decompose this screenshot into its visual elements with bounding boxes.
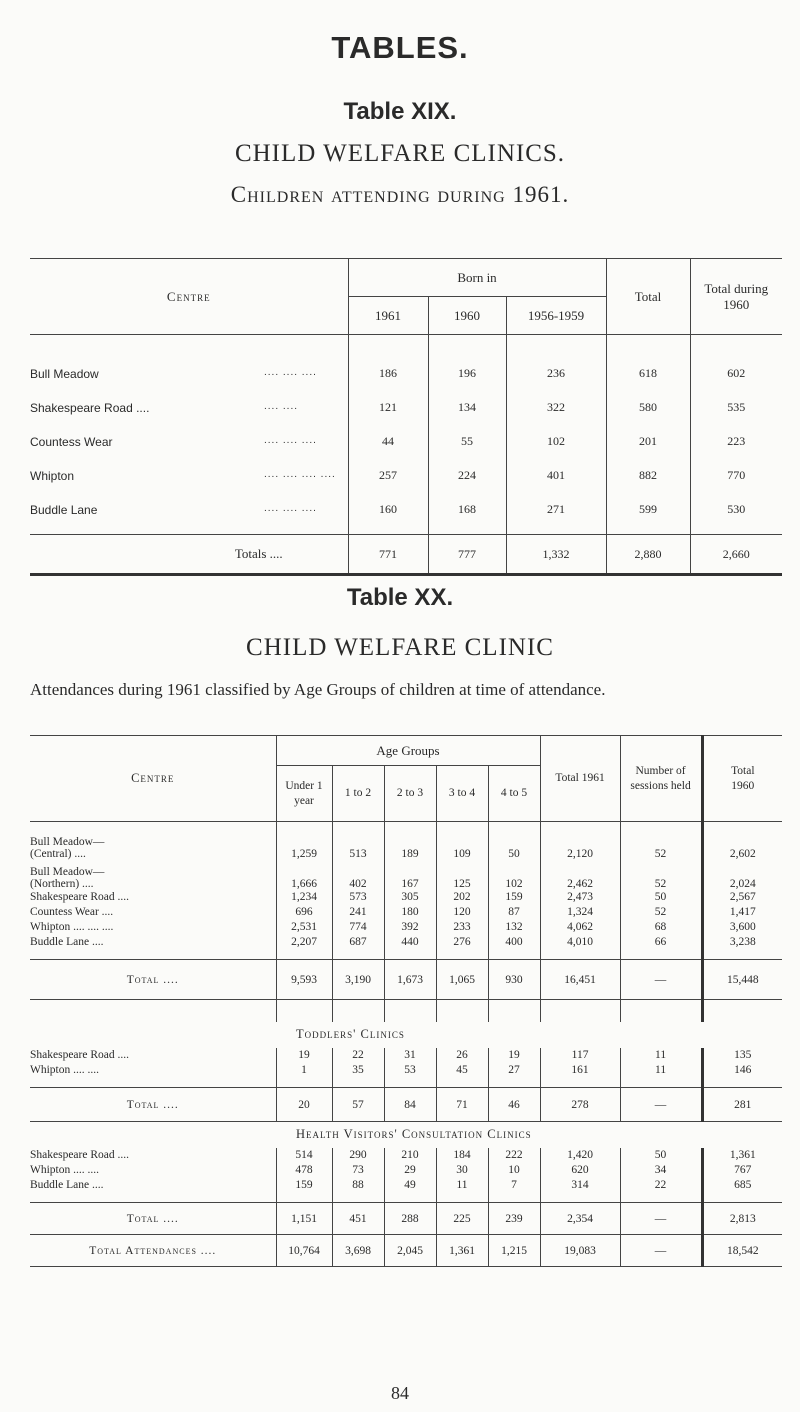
t20-cell-u1: 514 [276, 1148, 332, 1163]
t20-row-label [30, 860, 276, 890]
t20-header-sessions: Number of sessions held [620, 736, 702, 822]
t20-row-label-text: Whipton .... .... .... [30, 921, 114, 933]
t20-main-row [30, 905, 782, 920]
t20-toddlers-section-title: Toddlers' Clinics [296, 1027, 405, 1041]
t19-cell-y1960: 224 [428, 459, 506, 493]
t20-cell-t61: 4,010 [540, 935, 620, 950]
t19-cell-y1961: 257 [348, 459, 428, 493]
t19-cell-t1960: 602 [690, 357, 782, 391]
t20-cell-a23: 305 [384, 890, 436, 905]
t20-cell-a23: 440 [384, 935, 436, 950]
page-number: 84 [391, 1383, 409, 1403]
t20-cell-a23: 288 [384, 1203, 436, 1235]
t20-cell-s: 34 [620, 1163, 702, 1178]
page-heading: TABLES. [331, 30, 469, 65]
t19-cell-y5659: 271 [506, 493, 606, 527]
t19-cell-y1960: 196 [428, 357, 506, 391]
t20-cell-t61: 2,462 [540, 860, 620, 890]
t20-cell-t61: 2,354 [540, 1203, 620, 1235]
t19-totals-1956-1959: 1,332 [506, 535, 606, 575]
t19-header-total-1960: Total during 1960 [690, 259, 782, 335]
t20-cell-a34: 233 [436, 920, 488, 935]
t20-cell-t60: 146 [702, 1063, 782, 1078]
t19-cell-y5659: 102 [506, 425, 606, 459]
t20-row-label-text: Total .... [126, 973, 179, 986]
t20-cell-a34: 225 [436, 1203, 488, 1235]
t20-cell-u1: 10,764 [276, 1235, 332, 1267]
t20-cell-a45: 10 [488, 1163, 540, 1178]
t20-cell-t61: 278 [540, 1088, 620, 1122]
t20-cell-t60: 767 [702, 1163, 782, 1178]
t20-cell-u1: 1,666 [276, 860, 332, 890]
t20-cell-a12: 774 [332, 920, 384, 935]
t20-cell-u1: 9,593 [276, 960, 332, 1000]
t20-cell-s: — [620, 1088, 702, 1122]
t20-cell-s: 50 [620, 1148, 702, 1163]
t20-cell-t60: 18,542 [702, 1235, 782, 1267]
t20-cell-a23: 392 [384, 920, 436, 935]
t20-main-row [30, 920, 782, 935]
t20-cell-a45: 50 [488, 830, 540, 860]
t20-cell-s: 11 [620, 1063, 702, 1078]
t20-row-label [30, 1178, 276, 1193]
t20-cell-s: 11 [620, 1048, 702, 1063]
t19-header-born-in: Born in [348, 259, 606, 297]
t20-cell-u1: 1 [276, 1063, 332, 1078]
t20-row-label [30, 1203, 276, 1235]
t20-row-label-line1: Bull Meadow— [30, 865, 105, 878]
t19-row [30, 493, 782, 527]
t20-cell-u1: 159 [276, 1178, 332, 1193]
t20-cell-s: 68 [620, 920, 702, 935]
t19-centre-name: Countess Wear [30, 434, 113, 449]
t20-header-centre: Centre [30, 736, 276, 822]
t20-cell-t61: 620 [540, 1163, 620, 1178]
t19-cell-t1960: 535 [690, 391, 782, 425]
t20-cell-t60: 3,238 [702, 935, 782, 950]
t19-cell-total: 201 [606, 425, 690, 459]
t20-main-row [30, 890, 782, 905]
t20-header-total-1960: Total 1960 [702, 736, 782, 822]
t20-row-label [30, 960, 276, 1000]
t19-totals-total-1960: 2,660 [690, 535, 782, 575]
t19-centre-name: Whipton [30, 468, 75, 483]
t20-hv-section-title: Health Visitors' Consultation Clinics [296, 1127, 532, 1142]
t19-centre [30, 425, 348, 459]
t20-cell-s: 52 [620, 830, 702, 860]
t20-cell-a34: 1,361 [436, 1235, 488, 1267]
t20-cell-t61: 2,120 [540, 830, 620, 860]
t20-row-label [30, 1088, 276, 1122]
t20-row-label [30, 1148, 276, 1163]
t20-cell-t60: 135 [702, 1048, 782, 1063]
t20-cell-s: — [620, 1235, 702, 1267]
t20-cell-t60: 685 [702, 1178, 782, 1193]
t20-row-label-text: Total Attendances .... [89, 1244, 217, 1257]
t20-cell-t60: 1,361 [702, 1148, 782, 1163]
t20-cell-a12: 73 [332, 1163, 384, 1178]
t19-cell-total: 580 [606, 391, 690, 425]
t20-cell-a45: 400 [488, 935, 540, 950]
t19-leader-dots: .... .... [264, 400, 299, 412]
t19-cell-y5659: 236 [506, 357, 606, 391]
t20-main-total-row [30, 960, 782, 1000]
t19-cell-y1961: 160 [348, 493, 428, 527]
t19-cell-total: 882 [606, 459, 690, 493]
t20-row-label [30, 1048, 276, 1063]
t20-row-label-line1: Bull Meadow— [30, 835, 105, 848]
t20-row-label-text: Whipton .... .... [30, 1164, 99, 1176]
t20-row-label [30, 830, 276, 860]
t20-toddlers-section [30, 1022, 782, 1048]
t20-cell-a34: 276 [436, 935, 488, 950]
t20-cell-t60: 15,448 [702, 960, 782, 1000]
t20-cell-a12: 57 [332, 1088, 384, 1122]
t20-cell-a23: 180 [384, 905, 436, 920]
t19-cell-y1961: 44 [348, 425, 428, 459]
t20-cell-u1: 20 [276, 1088, 332, 1122]
t19-header-1960: 1960 [428, 297, 506, 335]
t19-header-1961: 1961 [348, 297, 428, 335]
t20-cell-a45: 87 [488, 905, 540, 920]
t20-hv-section [30, 1122, 782, 1148]
t20-cell-s: — [620, 960, 702, 1000]
table20-number: Table XX. [346, 584, 454, 611]
t20-cell-a12: 3,698 [332, 1235, 384, 1267]
t20-cell-a12: 513 [332, 830, 384, 860]
t20-cell-a34: 184 [436, 1148, 488, 1163]
t20-cell-a45: 27 [488, 1063, 540, 1078]
t20-header-row-1 [30, 736, 782, 766]
t20-main-row [30, 860, 782, 890]
t20-cell-a45: 132 [488, 920, 540, 935]
t20-row-label-text: Countess Wear .... [30, 906, 114, 918]
t19-centre-name: Bull Meadow [30, 366, 99, 381]
t20-cell-a23: 2,045 [384, 1235, 436, 1267]
t20-cell-a34: 109 [436, 830, 488, 860]
t20-cell-a45: 19 [488, 1048, 540, 1063]
t20-toddler-row [30, 1063, 782, 1078]
t20-cell-s: 52 [620, 860, 702, 890]
table20-title: CHILD WELFARE CLINIC [246, 634, 554, 661]
t20-row-label-text: Total .... [126, 1098, 179, 1111]
t20-cell-t61: 161 [540, 1063, 620, 1078]
t20-cell-a34: 202 [436, 890, 488, 905]
t19-leader-dots: .... .... .... [264, 434, 317, 446]
t20-row-label-text: Whipton .... .... [30, 1064, 99, 1076]
t20-cell-a12: 88 [332, 1178, 384, 1193]
t20-toddler-row [30, 1048, 782, 1063]
t19-cell-y1960: 134 [428, 391, 506, 425]
t19-centre [30, 391, 348, 425]
t20-cell-t60: 281 [702, 1088, 782, 1122]
t20-hv-row [30, 1178, 782, 1193]
t20-cell-a45: 930 [488, 960, 540, 1000]
t20-cell-t61: 2,473 [540, 890, 620, 905]
t20-cell-a12: 290 [332, 1148, 384, 1163]
table20-intro: Attendances during 1961 classified by Age Groups of children at time of attendance. [30, 680, 606, 699]
t19-cell-t1960: 223 [690, 425, 782, 459]
t20-row-label-text: (Central) .... [30, 847, 86, 860]
t20-cell-a45: 7 [488, 1178, 540, 1193]
t19-leader-dots: .... .... .... .... [264, 468, 336, 480]
t20-spacer [30, 822, 782, 830]
table19-subtitle: Children attending during 1961. [230, 182, 570, 207]
t20-spacer [30, 1078, 782, 1088]
t19-row [30, 459, 782, 493]
t20-cell-u1: 19 [276, 1048, 332, 1063]
t19-header-total: Total [606, 259, 690, 335]
t20-cell-u1: 1,234 [276, 890, 332, 905]
t20-cell-a12: 573 [332, 890, 384, 905]
t19-row [30, 357, 782, 391]
t19-centre [30, 357, 348, 391]
t20-row-label [30, 935, 276, 950]
t20-row-label [30, 905, 276, 920]
t20-cell-a12: 402 [332, 860, 384, 890]
t20-cell-a34: 1,065 [436, 960, 488, 1000]
t20-cell-t60: 2,024 [702, 860, 782, 890]
t20-cell-a45: 102 [488, 860, 540, 890]
t19-totals-total: 2,880 [606, 535, 690, 575]
t19-cell-t1960: 770 [690, 459, 782, 493]
t19-cell-y1960: 168 [428, 493, 506, 527]
t20-cell-t61: 314 [540, 1178, 620, 1193]
t20-cell-a23: 1,673 [384, 960, 436, 1000]
t20-cell-t61: 117 [540, 1048, 620, 1063]
t20-cell-a45: 222 [488, 1148, 540, 1163]
t20-cell-a45: 46 [488, 1088, 540, 1122]
t20-cell-u1: 1,151 [276, 1203, 332, 1235]
t20-cell-a34: 125 [436, 860, 488, 890]
t20-cell-a34: 71 [436, 1088, 488, 1122]
t20-main-row [30, 935, 782, 950]
table19-number: Table XIX. [343, 98, 457, 125]
t20-cell-t60: 2,602 [702, 830, 782, 860]
t20-cell-t61: 4,062 [540, 920, 620, 935]
t19-cell-y5659: 322 [506, 391, 606, 425]
table20 [30, 735, 782, 1267]
t20-cell-u1: 1,259 [276, 830, 332, 860]
t20-row-label-text: (Northern) .... [30, 877, 94, 890]
t19-header-1956-1959: 1956-1959 [506, 297, 606, 335]
t20-grand-total-row [30, 1235, 782, 1267]
t20-cell-a45: 159 [488, 890, 540, 905]
t20-cell-a12: 241 [332, 905, 384, 920]
t20-cell-s: — [620, 1203, 702, 1235]
t20-header-age-groups: Age Groups [276, 736, 540, 766]
t19-cell-total: 618 [606, 357, 690, 391]
t20-cell-a12: 451 [332, 1203, 384, 1235]
t20-cell-a23: 189 [384, 830, 436, 860]
t20-cell-a23: 167 [384, 860, 436, 890]
t19-centre [30, 493, 348, 527]
t20-row-label-text: Shakespeare Road .... [30, 1149, 129, 1161]
t20-main-row [30, 830, 782, 860]
t20-cell-a45: 239 [488, 1203, 540, 1235]
t19-cell-y1961: 186 [348, 357, 428, 391]
t20-cell-u1: 696 [276, 905, 332, 920]
t20-cell-a23: 49 [384, 1178, 436, 1193]
t20-cell-s: 66 [620, 935, 702, 950]
t20-row-label-text: Buddle Lane .... [30, 936, 104, 948]
t20-hv-row [30, 1163, 782, 1178]
t20-spacer [30, 950, 782, 960]
t20-hv-total-row [30, 1203, 782, 1235]
t20-spacer [30, 1193, 782, 1203]
t20-cell-t61: 1,324 [540, 905, 620, 920]
t19-totals-1960: 777 [428, 535, 506, 575]
t19-cell-t1960: 530 [690, 493, 782, 527]
t19-leader-dots: .... .... .... [264, 502, 317, 514]
t20-row-label-text: Shakespeare Road .... [30, 891, 129, 903]
t20-cell-a34: 30 [436, 1163, 488, 1178]
t20-header-total-1961: Total 1961 [540, 736, 620, 822]
t20-row-label [30, 920, 276, 935]
t20-cell-t61: 1,420 [540, 1148, 620, 1163]
t20-cell-a12: 3,190 [332, 960, 384, 1000]
t20-cell-a12: 687 [332, 935, 384, 950]
t19-centre [30, 459, 348, 493]
t20-cell-t60: 3,600 [702, 920, 782, 935]
t20-header-a12: 1 to 2 [332, 766, 384, 822]
t20-header-a45: 4 to 5 [488, 766, 540, 822]
t20-cell-a12: 35 [332, 1063, 384, 1078]
t20-cell-a23: 31 [384, 1048, 436, 1063]
t20-cell-a34: 45 [436, 1063, 488, 1078]
t20-row-label [30, 1063, 276, 1078]
t20-row-label [30, 890, 276, 905]
t20-cell-a34: 26 [436, 1048, 488, 1063]
t19-centre-name: Shakespeare Road .... [30, 400, 150, 415]
t19-totals-label: Totals .... [30, 535, 348, 575]
t20-cell-a23: 53 [384, 1063, 436, 1078]
t19-leader-dots: .... .... .... [264, 366, 317, 378]
t20-row-label-text: Buddle Lane .... [30, 1179, 104, 1191]
t19-header-centre: Centre [30, 259, 348, 335]
t20-hv-row [30, 1148, 782, 1163]
t20-header-a34: 3 to 4 [436, 766, 488, 822]
t19-centre-name: Buddle Lane [30, 502, 98, 517]
t19-cell-y1961: 121 [348, 391, 428, 425]
t20-cell-u1: 2,531 [276, 920, 332, 935]
t20-toddler-total-row [30, 1088, 782, 1122]
t20-cell-a23: 84 [384, 1088, 436, 1122]
t19-cell-y5659: 401 [506, 459, 606, 493]
t19-totals-1961: 771 [348, 535, 428, 575]
t20-cell-t61: 16,451 [540, 960, 620, 1000]
t20-cell-t60: 1,417 [702, 905, 782, 920]
t19-row [30, 425, 782, 459]
table19-title: CHILD WELFARE CLINICS. [234, 140, 566, 167]
t20-row-label [30, 1163, 276, 1178]
t20-cell-s: 50 [620, 890, 702, 905]
t20-spacer [30, 1000, 782, 1022]
t20-cell-a12: 22 [332, 1048, 384, 1063]
t20-cell-u1: 2,207 [276, 935, 332, 950]
t19-row [30, 391, 782, 425]
t20-cell-a23: 210 [384, 1148, 436, 1163]
t20-cell-s: 52 [620, 905, 702, 920]
t20-cell-s: 22 [620, 1178, 702, 1193]
t20-row-label [30, 1235, 276, 1267]
t20-cell-a34: 120 [436, 905, 488, 920]
t20-row-label-text: Total .... [126, 1212, 179, 1225]
t20-cell-a45: 1,215 [488, 1235, 540, 1267]
t19-cell-total: 599 [606, 493, 690, 527]
table19 [30, 258, 782, 576]
t20-header-under1: Under 1 year [276, 766, 332, 822]
t20-cell-t61: 19,083 [540, 1235, 620, 1267]
t20-cell-t60: 2,813 [702, 1203, 782, 1235]
t19-cell-y1960: 55 [428, 425, 506, 459]
t20-cell-u1: 478 [276, 1163, 332, 1178]
t20-cell-a23: 29 [384, 1163, 436, 1178]
t20-row-label-text: Shakespeare Road .... [30, 1049, 129, 1061]
t20-header-a23: 2 to 3 [384, 766, 436, 822]
t20-cell-a34: 11 [436, 1178, 488, 1193]
t20-cell-t60: 2,567 [702, 890, 782, 905]
